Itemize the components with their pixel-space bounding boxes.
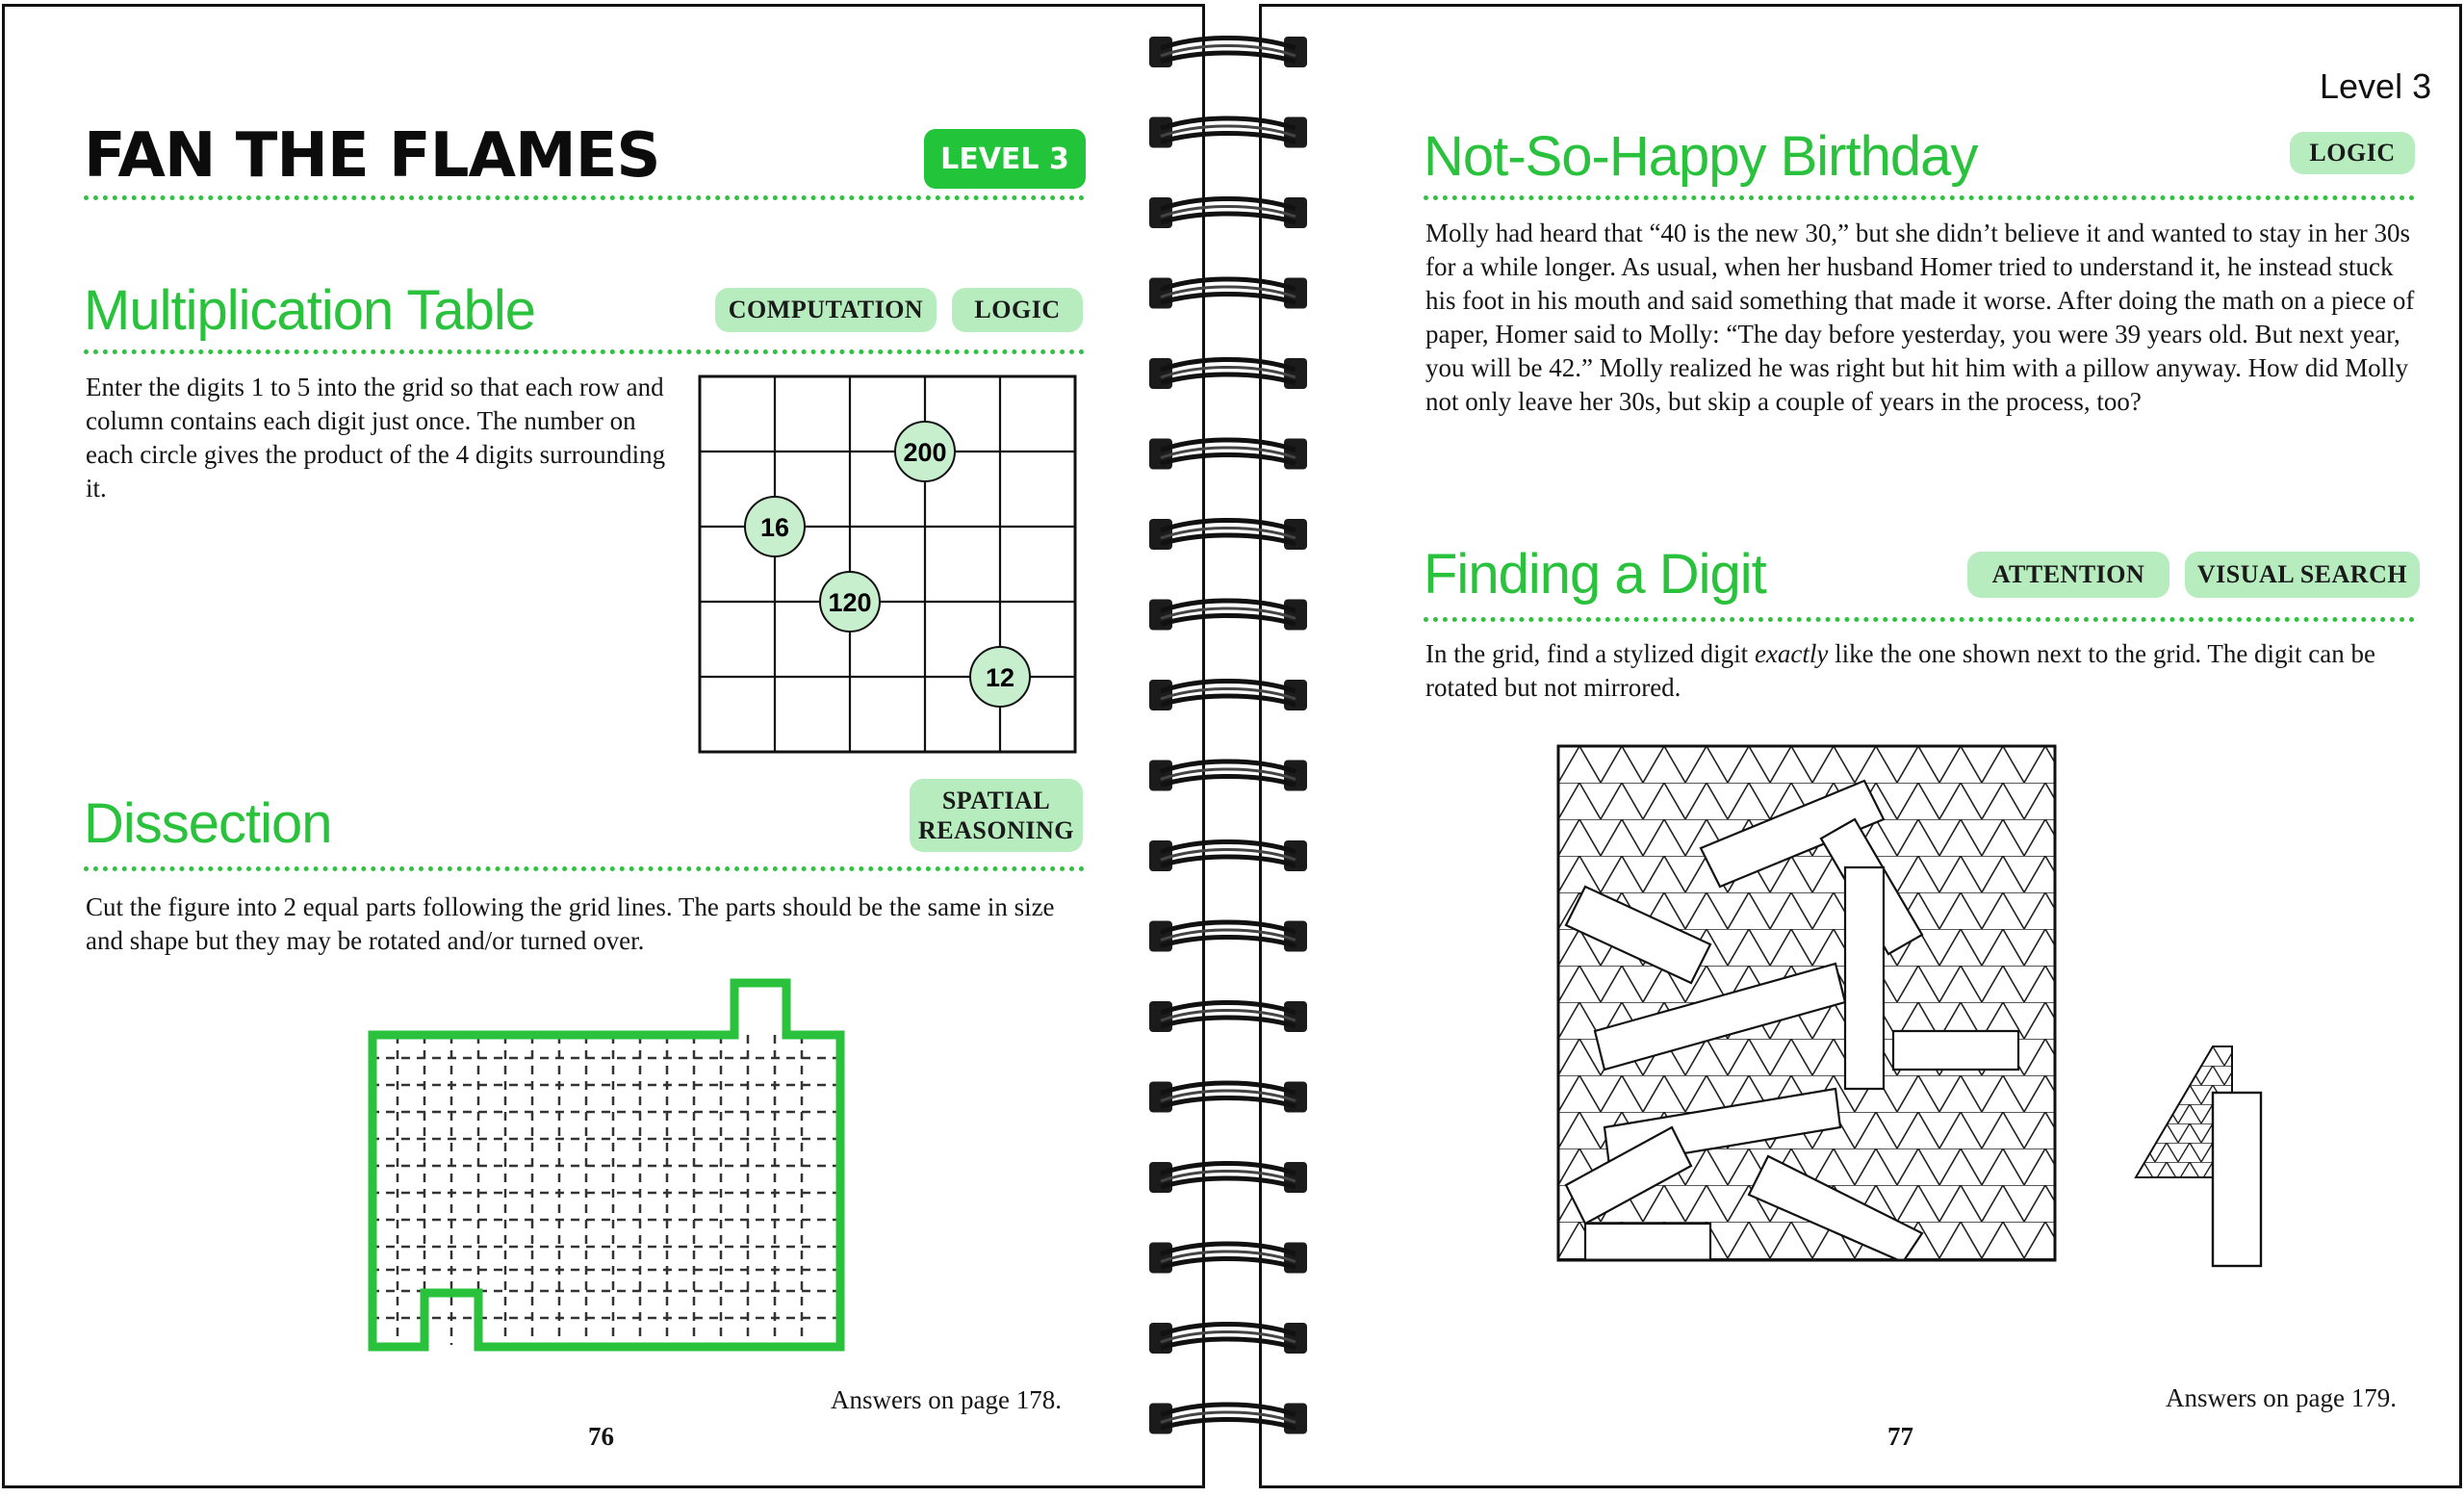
answers-note-left: Answers on page 178. xyxy=(831,1385,1062,1414)
tag-visual-search: VISUAL SEARCH xyxy=(2185,552,2420,598)
target-digit-four xyxy=(2132,1043,2267,1270)
binding-ring xyxy=(1149,1082,1307,1113)
dissection-grid-lines xyxy=(371,1035,840,1345)
binding-ring xyxy=(1149,278,1307,309)
dissection-divider xyxy=(84,866,1085,871)
dissection-instructions: Cut the figure into 2 equal parts following the grid lines. The parts should be the same in size and shape but they may be rotated and/or turned over. xyxy=(86,892,1055,955)
binding-ring xyxy=(1149,1404,1307,1434)
clue-circle-12 xyxy=(970,647,1030,707)
binding-ring xyxy=(1149,197,1307,228)
multiplication-title: Multiplication Table xyxy=(84,279,535,342)
birthday-text: Molly had heard that “40 is the new 30,” but she didn’t believe it and wanted to stay in her 30s for a while longer. As usual, when her husband Homer tried to understand it, he instead stuck his foot in his mouth and said something that made it worse. After doing the math on a piece of paper, Homer said to Molly: “The day before yesterday, you were 39 years old. But next year, you will be 42.” Molly realized he was right but hit him with a pillow anyway. How did Molly not only leave her 30s, but skip a couple of years in the process, too? xyxy=(1425,219,2415,416)
multiplication-grid xyxy=(694,373,1079,758)
binding-ring xyxy=(1149,439,1307,470)
page-number-left: 76 xyxy=(588,1422,614,1451)
clue-200: 200 xyxy=(903,438,947,467)
binding-ring xyxy=(1149,1162,1307,1193)
answers-note-right: Answers on page 179. xyxy=(2166,1383,2397,1412)
binding-ring xyxy=(1149,37,1307,67)
binding-ring xyxy=(1149,358,1307,389)
binding-ring xyxy=(1149,921,1307,952)
spiral-binding xyxy=(1142,0,1315,1497)
digit-instructions xyxy=(1425,637,2417,705)
binding-ring xyxy=(1149,840,1307,871)
binding-ring xyxy=(1149,761,1307,791)
digit-stem xyxy=(2213,1093,2261,1266)
clue-circle-200 xyxy=(895,422,955,481)
triangle-grid-puzzle xyxy=(1556,742,2061,1268)
birthday-divider xyxy=(1424,195,2415,200)
binding-ring xyxy=(1149,117,1307,148)
page-number-right: 77 xyxy=(1887,1422,1913,1451)
chapter-title: FAN THE FLAMES xyxy=(84,120,660,192)
binding-ring xyxy=(1149,519,1307,550)
level-badge: LEVEL 3 xyxy=(924,129,1086,189)
title-divider xyxy=(84,195,1085,200)
digit-title: Finding a Digit xyxy=(1424,543,1766,606)
clue-circle-16 xyxy=(745,497,805,556)
running-head: Level 3 xyxy=(2320,66,2432,106)
left-page xyxy=(2,4,1205,1488)
digit-text-start: In the grid, find a stylized digit xyxy=(1425,639,1755,668)
binding-ring xyxy=(1149,1323,1307,1354)
tag-logic-right: LOGIC xyxy=(2290,132,2415,174)
binding-ring xyxy=(1149,1001,1307,1032)
dissection-title: Dissection xyxy=(84,792,332,855)
birthday-title: Not-So-Happy Birthday xyxy=(1424,125,1978,188)
digit-text-end: like the one shown next to the grid. The digit can be rotated but not mirrored. xyxy=(1425,639,2376,702)
right-page xyxy=(1259,4,2462,1488)
clue-120: 120 xyxy=(828,588,872,617)
dissection-figure xyxy=(361,975,852,1360)
clue-circle-120 xyxy=(820,572,880,632)
tag-attention: ATTENTION xyxy=(1967,552,2169,598)
multiplication-divider xyxy=(84,349,1085,354)
tag-computation: COMPUTATION xyxy=(715,288,937,332)
digit-text-emphasis: exactly xyxy=(1754,639,1829,668)
binding-ring xyxy=(1149,600,1307,631)
tag-logic: LOGIC xyxy=(952,288,1083,332)
clue-16: 16 xyxy=(759,513,790,542)
binding-ring xyxy=(1149,1243,1307,1274)
digit-divider xyxy=(1424,617,2415,622)
multiplication-instructions: Enter the digits 1 to 5 into the grid so that each row and column contains each digit just once. The number on each circle gives the product of the 4 digits surrounding it. xyxy=(86,373,666,503)
tag-spatial-reasoning: SPATIAL REASONING xyxy=(910,779,1083,852)
clue-12: 12 xyxy=(985,663,1015,692)
binding-ring xyxy=(1149,680,1307,710)
